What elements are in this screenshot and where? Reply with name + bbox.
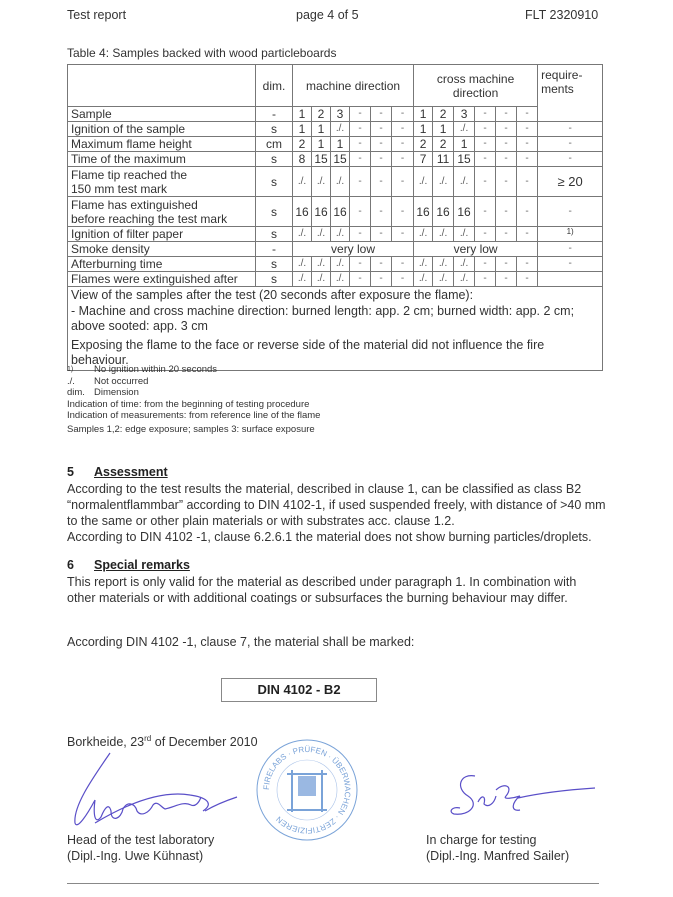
row-label: Smoke density (68, 242, 256, 257)
left-signatory-name: (Dipl.-Ing. Uwe Kühnast) (67, 849, 204, 863)
cross-direction-value: very low (414, 242, 538, 257)
marking-box: DIN 4102 - B2 (221, 678, 377, 702)
machine-direction-value: 2 (293, 137, 312, 152)
machine-direction-value: 15 (312, 152, 331, 167)
cross-direction-value: ./. (454, 272, 475, 287)
row-dim: s (256, 197, 293, 227)
header-req-line2: ments (541, 82, 574, 96)
row-label-line1: Flame has extinguished (71, 197, 198, 212)
header-cross-line2: direction (452, 85, 499, 100)
machine-direction-value: ./. (331, 167, 350, 197)
table-row (68, 122, 603, 137)
row-label-line2: 150 mm test mark (71, 181, 168, 196)
row-requirement: 1) (538, 227, 603, 242)
table-row (68, 227, 603, 242)
machine-direction-value: - (371, 227, 392, 242)
report-number: FLT 2320910 (525, 8, 599, 22)
cross-direction-value: - (496, 152, 517, 167)
row-label (68, 137, 256, 152)
cross-direction-value: ./. (433, 167, 454, 197)
cross-direction-value: - (475, 152, 496, 167)
table-row (68, 167, 603, 197)
row-requirement: - (538, 122, 603, 137)
machine-direction-value: 15 (331, 152, 350, 167)
cross-direction-value: ./. (433, 272, 454, 287)
machine-direction-value: - (371, 107, 392, 122)
cross-direction-value: 7 (414, 152, 433, 167)
cross-direction-value: 2 (414, 137, 433, 152)
row-label-line1: Time of the maximum (71, 152, 186, 166)
view-note-line1: View of the samples after the test (20 seconds after exposure the flame): (71, 288, 474, 302)
cross-direction-value: - (475, 122, 496, 137)
table-row (68, 152, 603, 167)
note: Indication of time: from the beginning of testing procedure (67, 398, 310, 410)
machine-direction-value: ./. (293, 167, 312, 197)
cross-direction-value: ./. (414, 227, 433, 242)
row-requirement (538, 272, 603, 287)
row-dim: cm (256, 137, 293, 152)
machine-direction-value: ./. (293, 272, 312, 287)
cross-direction-value: ./. (454, 167, 475, 197)
row-label: Afterburning time (68, 257, 256, 272)
section-6-text: This report is only valid for the material as described under paragraph 1. In combination with other materials or with additional coatings or subsurfaces the burning behaviour may differ. (67, 575, 577, 605)
machine-direction-value: 1 (331, 137, 350, 152)
place-date-sup: rd (144, 734, 152, 743)
cross-direction-value: - (517, 137, 538, 152)
footnote (67, 364, 320, 376)
cross-direction-value: - (496, 272, 517, 287)
cross-direction-value: - (475, 257, 496, 272)
certification-stamp-icon (255, 738, 359, 842)
row-label (68, 197, 256, 227)
machine-direction-value: - (350, 197, 371, 227)
machine-direction-value: - (392, 107, 414, 122)
machine-direction-value: - (371, 197, 392, 227)
machine-direction-value: - (350, 257, 371, 272)
cross-direction-value: 1 (414, 122, 433, 137)
note: Indication of measurements: from reference line of the flame (67, 410, 321, 421)
machine-direction-value: ./. (312, 167, 331, 197)
cross-direction-value: ./. (414, 167, 433, 197)
table-row-view-note (68, 287, 603, 371)
cross-direction-value: - (496, 167, 517, 197)
machine-direction-value: - (350, 122, 371, 137)
view-note (68, 287, 603, 371)
cross-direction-value: ./. (414, 272, 433, 287)
table-caption: Table 4: Samples backed with wood particleboards (67, 46, 337, 60)
cross-direction-value: - (475, 272, 496, 287)
cross-direction-value: - (475, 227, 496, 242)
machine-direction-value: 1 (293, 107, 312, 122)
table-row (68, 257, 603, 272)
machine-direction-value: - (392, 152, 414, 167)
machine-direction-value: ./. (331, 227, 350, 242)
cross-direction-value: ./. (454, 227, 475, 242)
machine-direction-value: - (371, 257, 392, 272)
header-req-line1: require- (541, 68, 583, 82)
row-dim: s (256, 227, 293, 242)
machine-direction-value: 16 (293, 197, 312, 227)
left-signatory-role: Head of the test laboratory (67, 833, 215, 847)
machine-direction-value: ./. (331, 122, 350, 137)
row-label (68, 227, 256, 242)
cross-direction-value: ./. (433, 227, 454, 242)
row-requirement: ≥ 20 (538, 167, 603, 197)
machine-direction-value: - (392, 272, 414, 287)
machine-direction-value: - (350, 152, 371, 167)
header-left: Test report (67, 8, 127, 22)
cross-direction-value: 16 (454, 197, 475, 227)
table-row-smoke-density (68, 242, 603, 257)
row-label-line1: Flame tip reached the (71, 167, 188, 182)
row-requirement: - (538, 137, 603, 152)
cross-direction-value: - (496, 257, 517, 272)
machine-direction-value: very low (293, 242, 414, 257)
row-requirement: - (538, 152, 603, 167)
section-title: Special remarks (94, 558, 190, 572)
machine-direction-value: - (371, 272, 392, 287)
machine-direction-value: ./. (331, 257, 350, 272)
machine-direction-value: - (350, 167, 371, 197)
cross-direction-value: 2 (433, 107, 454, 122)
header-cross-line1: cross machine (436, 71, 515, 86)
cross-direction-value: 16 (433, 197, 454, 227)
machine-direction-value: 3 (331, 107, 350, 122)
row-label-line1: Maximum flame height (71, 137, 192, 151)
cross-direction-value: - (496, 122, 517, 137)
stamp-text: FIRELABS · PRÜFEN · ÜBERWACHEN · ZERTIFIZIEREN (261, 744, 353, 836)
row-label (68, 152, 256, 167)
row-label (68, 107, 256, 122)
cross-direction-value: - (496, 227, 517, 242)
machine-direction-value: 2 (312, 107, 331, 122)
cross-direction-value: - (517, 122, 538, 137)
table-row (68, 107, 603, 122)
footnotes (67, 364, 320, 435)
section-number: 5 (67, 465, 74, 479)
note: Samples 1,2: edge exposure; samples 3: surface exposure (67, 423, 315, 435)
footnote-key: ./. (67, 375, 75, 387)
cross-direction-value: - (517, 197, 538, 227)
header-machine-direction: machine direction (293, 65, 414, 107)
machine-direction-value: - (371, 152, 392, 167)
cross-direction-value: 11 (433, 152, 454, 167)
machine-direction-value: - (392, 137, 414, 152)
machine-direction-value: ./. (293, 227, 312, 242)
machine-direction-value: 8 (293, 152, 312, 167)
view-note-line2: - Machine and cross machine direction: burned length: app. 2 cm; burned width: app. 2 cm; above sooted: app. 3 cm (71, 303, 575, 333)
signature-head-of-lab (65, 745, 245, 830)
place-date-prefix: Borkheide, 23 (67, 735, 145, 750)
row-dim: s (256, 257, 293, 272)
section-number: 6 (67, 558, 74, 572)
machine-direction-value: ./. (312, 272, 331, 287)
results-table (67, 64, 603, 371)
cross-direction-value: 1 (433, 122, 454, 137)
row-dim: s (256, 122, 293, 137)
cross-direction-value: ./. (433, 257, 454, 272)
machine-direction-value: - (371, 167, 392, 197)
machine-direction-value: 1 (312, 122, 331, 137)
table-row (68, 272, 603, 287)
row-label: Flames were extinguished after (68, 272, 256, 287)
cross-direction-value: 15 (454, 152, 475, 167)
cross-direction-value: ./. (454, 122, 475, 137)
row-label-line2: before reaching the test mark (71, 211, 228, 226)
cross-direction-value: - (517, 272, 538, 287)
row-requirement: - (538, 257, 603, 272)
header-dim: dim. (256, 65, 293, 107)
machine-direction-value: 1 (293, 122, 312, 137)
cross-direction-value: ./. (454, 257, 475, 272)
cross-direction-value: - (517, 107, 538, 122)
table-row (68, 137, 603, 152)
machine-direction-value: ./. (331, 272, 350, 287)
machine-direction-value: - (392, 122, 414, 137)
machine-direction-value: 16 (331, 197, 350, 227)
section-title: Assessment (94, 465, 168, 479)
machine-direction-value: - (392, 227, 414, 242)
machine-direction-value: - (371, 137, 392, 152)
left-signatory (67, 832, 214, 864)
cross-direction-value: - (496, 197, 517, 227)
section-6-text2: According DIN 4102 -1, clause 7, the material shall be marked: (67, 635, 415, 649)
machine-direction-value: ./. (312, 227, 331, 242)
row-label (68, 122, 256, 137)
footnote (67, 376, 320, 388)
row-dim: s (256, 167, 293, 197)
machine-direction-value: ./. (312, 257, 331, 272)
cross-direction-value: - (496, 107, 517, 122)
footnote-key: 1) (67, 366, 74, 373)
footnote-key: dim. (67, 387, 85, 398)
machine-direction-value: - (392, 257, 414, 272)
row-label-line1: Sample (71, 107, 112, 121)
section-5-text: According to the test results the material, described in clause 1, can be classified as class B2 “normalentflammbar” according to DIN 4102-1, if used suspended freely, with distance of >40 mm to the same or other plain materials or with substrates acc. clause 1.2. (67, 482, 606, 528)
cross-direction-value: - (517, 167, 538, 197)
cross-direction-value: 1 (414, 107, 433, 122)
signature-in-charge (440, 768, 600, 823)
row-dim: s (256, 152, 293, 167)
cross-direction-value: 16 (414, 197, 433, 227)
row-requirement: - (538, 242, 603, 257)
machine-direction-value: - (371, 122, 392, 137)
footnote-text: No ignition within 20 seconds (94, 364, 218, 375)
row-dim: - (256, 242, 293, 257)
row-requirement: - (538, 197, 603, 227)
machine-direction-value: - (392, 197, 414, 227)
machine-direction-value: ./. (293, 257, 312, 272)
section-5-heading (67, 465, 168, 479)
section-6-heading (67, 558, 190, 572)
view-note-line3: Exposing the flame to the face or reverse side of the material did not influence the fire behaviour. (71, 337, 545, 367)
machine-direction-value: - (350, 227, 371, 242)
cross-direction-value: - (475, 197, 496, 227)
row-label-line1: Ignition of the sample (71, 122, 186, 136)
cross-direction-value: - (475, 167, 496, 197)
right-signatory-role: In charge for testing (426, 833, 537, 847)
header-blank (68, 65, 256, 107)
place-date-suffix: of December 2010 (151, 735, 258, 750)
header-requirements (538, 65, 603, 122)
table-row (68, 197, 603, 227)
cross-direction-value: 3 (454, 107, 475, 122)
cross-direction-value: - (517, 227, 538, 242)
cross-direction-value: - (475, 107, 496, 122)
cross-direction-value: ./. (414, 257, 433, 272)
cross-direction-value: - (475, 137, 496, 152)
machine-direction-value: - (350, 107, 371, 122)
footnote-text: Not occurred (94, 375, 149, 387)
footer-divider (67, 883, 599, 884)
cross-direction-value: - (517, 257, 538, 272)
row-dim: - (256, 107, 293, 122)
footnote-text: Dimension (94, 387, 139, 398)
footnote (67, 387, 320, 399)
page-number: page 4 of 5 (296, 8, 359, 22)
row-label (68, 167, 256, 197)
row-label-line1: Ignition of filter paper (71, 227, 184, 241)
machine-direction-value: 1 (312, 137, 331, 152)
machine-direction-value: 16 (312, 197, 331, 227)
cross-direction-value: - (496, 137, 517, 152)
section-5-text2: According to DIN 4102 -1, clause 6.2.6.1 the material does not show burning particles/droplets. (67, 530, 592, 544)
cross-direction-value: 2 (433, 137, 454, 152)
table-header-row (68, 65, 603, 107)
row-dim: s (256, 272, 293, 287)
machine-direction-value: - (350, 137, 371, 152)
machine-direction-value: - (392, 167, 414, 197)
header-cross-machine-direction (414, 65, 538, 107)
machine-direction-value: - (350, 272, 371, 287)
right-signatory (426, 832, 569, 864)
cross-direction-value: 1 (454, 137, 475, 152)
cross-direction-value: - (517, 152, 538, 167)
right-signatory-name: (Dipl.-Ing. Manfred Sailer) (426, 849, 570, 863)
